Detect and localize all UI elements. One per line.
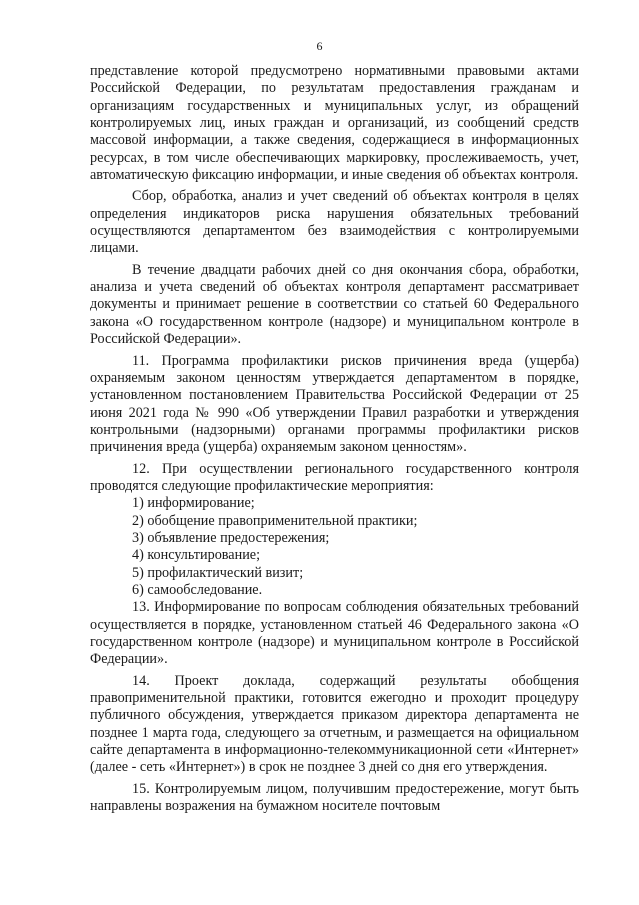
document-body bbox=[90, 63, 579, 815]
list-item: 2) обобщение правоприменительной практики; bbox=[132, 512, 418, 529]
list-item: 1) информирование; bbox=[132, 495, 255, 512]
paragraph-11: 11. Программа профилактики рисков причинения вреда (ущерба) охраняемым законом ценностям утверждается департаментом в порядке, установленном постановлением Правительства Российской Федерации от 25 июня 2021 года № 990 «Об утверждении Правил разработки и утверждения контрольными (надзорными) органами программы профилактики рисков причинения вреда (ущерба) охраняемым законом ценностям». bbox=[90, 352, 579, 456]
measures-list bbox=[90, 495, 579, 599]
paragraph-15: 15. Контролируемым лицом, получившим предостережение, могут быть направлены возражения на бумажном носителе почтовым bbox=[90, 780, 579, 815]
list-item: 3) объявление предостережения; bbox=[132, 529, 330, 546]
paragraph-14: 14. Проект доклада, содержащий результаты обобщения правоприменительной практики, готовится ежегодно и проходит процедуру публичного обсуждения, утверждается приказом директора департамента не позднее 1 марта года, следующего за отчетным, и размещается на официальном сайте департамента в информационно-телекоммуникационной сети «Интернет» (далее - сеть «Интернет») в срок не позднее 3 дней со дня его утверждения. bbox=[90, 672, 579, 776]
paragraph-data-collection: Сбор, обработка, анализ и учет сведений об объектах контроля в целях определения индикаторов риска нарушения обязательных требований осуществляются департаментом без взаимодействия с контролируемыми лицами. bbox=[90, 188, 579, 257]
paragraph-13: 13. Информирование по вопросам соблюдения обязательных требований осуществляется в порядке, установленном статьей 46 Федерального закона «О государственном контроле (надзоре) и муниципальном контроле в Российской Федерации». bbox=[90, 599, 579, 668]
page-number: 6 bbox=[316, 39, 323, 53]
list-item: 6) самообследование. bbox=[132, 581, 263, 598]
paragraph-continued: представление которой предусмотрено нормативными правовыми актами Российской Федерации, по результатам предоставления гражданам и организациям государственных и муниципальных услуг, из обращений контролируемых лиц, иных граждан и организаций, из сообщений средств массовой информации, а также сведения, содержащиеся в информационных ресурсах, в том числе обеспечивающих маркировку, прослеживаемость, учет, автоматическую фиксацию информации, и иные сведения об объектах контроля. bbox=[90, 63, 579, 184]
paragraph-review-period: В течение двадцати рабочих дней со дня окончания сбора, обработки, анализа и учета сведений об объектах контроля департамент рассматривает документы и принимает решение в соответствии со статьей 60 Федерального закона «О государственном контроле (надзоре) и муниципальном контроле в Российской Федерации». bbox=[90, 261, 579, 348]
list-item: 4) консультирование; bbox=[132, 547, 261, 564]
paragraph-12: 12. При осуществлении регионального государственного контроля проводятся следующие профилактические мероприятия: bbox=[90, 460, 579, 494]
list-item: 5) профилактический визит; bbox=[132, 564, 304, 581]
